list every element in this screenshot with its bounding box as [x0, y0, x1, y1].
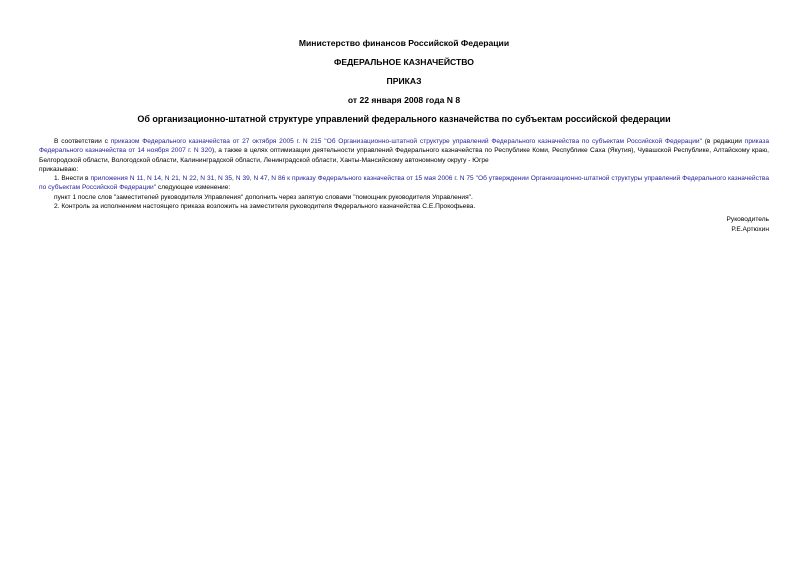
paragraph-preamble — [39, 137, 769, 165]
link-annexes-order-75[interactable]: приложения N 11, N 14, N 21, N 22, N 31, N 35, N 39, N 47, N 86 к приказу Федерального казначейства от 15 мая 2006 г. N 75 "Об утверждении Организационно-штатной структуры управлений Федерального казначейства по субъектам Российской Федерации" — [39, 175, 769, 192]
paragraph-item-1-change: пункт 1 после слов "заместителей руководителя Управления" дополнить через запятую словами "помощник руководителя Управления". — [54, 193, 473, 201]
signature-position: Руководитель — [726, 216, 769, 224]
link-order-215[interactable]: приказом Федерального казначейства от 27 октября 2005 г. N 215 "Об Организационно-штатной структуре управлений Федерального казначейства по субъектам Российской Федерации" — [110, 138, 702, 145]
preamble-text-3: ), а также в целях оптимизации деятельности управлений Федерального казначейства по Республике Коми, Республике Саха (Якутия), Чувашской Республике, Алтайскому краю, Белгородской области, Вологодской области, Калининградской области, Ленинградской области, Ханты-Мансийскому автономному округу - Югре — [39, 147, 770, 164]
signature-name: Р.Е.Артюхин — [731, 226, 769, 234]
doc-title: Об организационно-штатной структуре управлений федерального казначейства по субъектам российской федерации — [137, 114, 671, 124]
preamble-text-1: В соответствии с — [54, 138, 111, 145]
paragraph-item-2: 2. Контроль за исполнением настоящего приказа возложить на заместителя руководителя Федерального казначейства С.Е.Прокофьева. — [54, 203, 476, 211]
ministry-heading: Министерство финансов Российской Федерации — [298, 38, 510, 48]
paragraph-item-1 — [39, 174, 769, 193]
signature-block — [39, 215, 769, 235]
preamble-text-2: (в редакции — [701, 138, 745, 145]
paragraph-order-word: приказываю: — [39, 165, 79, 173]
item1-text-2: следующее изменение: — [156, 184, 231, 192]
item1-text-1: 1. Внести в — [54, 175, 91, 183]
doc-date-number: от 22 января 2008 года N 8 — [347, 95, 461, 105]
doc-type-heading: ПРИКАЗ — [386, 76, 422, 86]
agency-heading: ФЕДЕРАЛЬНОЕ КАЗНАЧЕЙСТВО — [334, 57, 474, 67]
document-body — [39, 137, 769, 211]
link-order-320[interactable]: приказа Федерального казначейства от 14 ноября 2007 г. N 320 — [39, 138, 769, 155]
